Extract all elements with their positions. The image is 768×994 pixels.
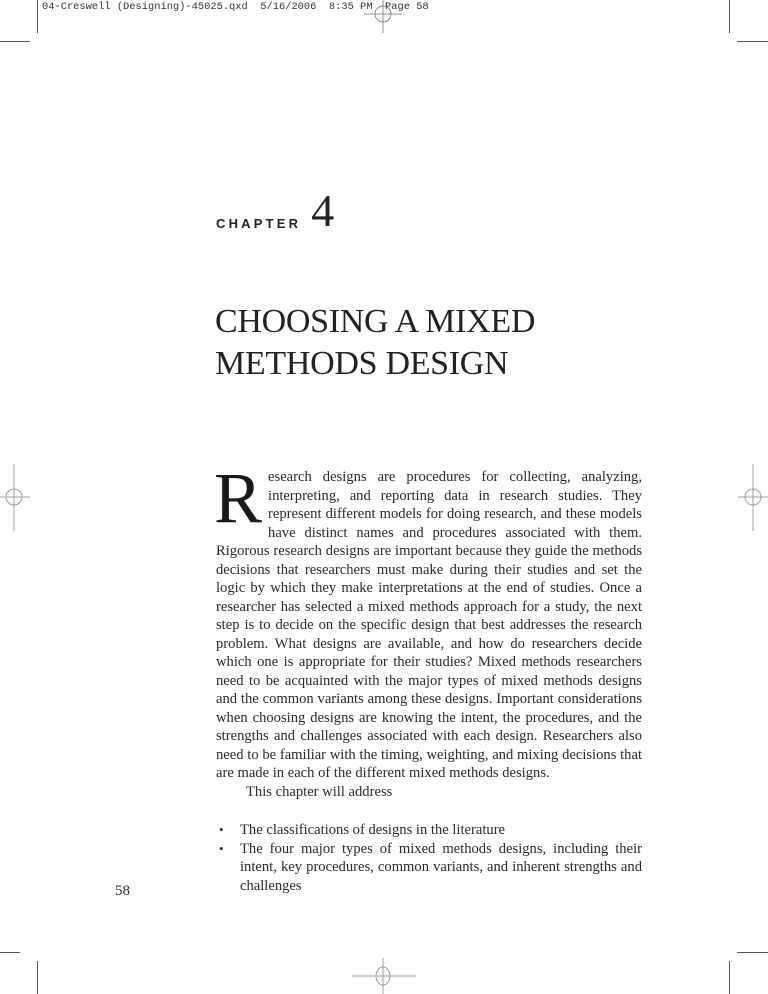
registration-mark-right-icon xyxy=(738,464,768,532)
list-item xyxy=(216,821,642,840)
slug-filename: 04-Creswell (Designing)-45025.qxd xyxy=(42,1,248,13)
crop-mark-bottom-right-horizontal xyxy=(737,952,768,953)
topic-list xyxy=(216,821,642,895)
bullet-icon: • xyxy=(219,822,224,837)
crop-mark-top-right-horizontal xyxy=(737,41,768,42)
crop-mark-bottom-right-vertical xyxy=(729,961,730,994)
registration-mark-top-icon xyxy=(358,0,408,34)
registration-mark-bottom-icon xyxy=(350,958,418,994)
chapter-title-line-2: METHODS DESIGN xyxy=(215,345,509,382)
chapter-title xyxy=(215,301,535,385)
list-item-text: The classifications of designs in the literature xyxy=(240,822,506,838)
bullet-icon: • xyxy=(219,840,224,856)
chapter-label xyxy=(216,185,335,236)
list-item-text: The four major types of mixed methods designs, including their intent, key procedures, common variants, and inherent strengths and challenges xyxy=(240,840,642,894)
crop-mark-top-left-horizontal xyxy=(0,41,30,42)
crop-mark-top-right-vertical xyxy=(729,0,730,33)
slug-page: Page 58 xyxy=(385,1,429,13)
registration-mark-left-icon xyxy=(0,464,30,532)
slug-date: 5/16/2006 xyxy=(260,1,317,13)
chapter-title-line-1: CHOOSING A MIXED xyxy=(215,303,536,340)
crop-mark-top-left-vertical xyxy=(37,0,38,33)
body-text xyxy=(214,458,642,895)
crop-mark-bottom-left-horizontal xyxy=(0,952,20,953)
crop-mark-bottom-left-vertical xyxy=(37,961,38,994)
chapter-word: CHAPTER xyxy=(216,216,302,231)
drop-cap: R xyxy=(214,458,263,538)
page-number: 58 xyxy=(115,883,130,899)
chapter-number: 4 xyxy=(311,185,335,236)
opening-paragraph xyxy=(214,458,642,783)
slug-time: 8:35 PM xyxy=(328,1,373,13)
intro-to-list-paragraph: This chapter will address xyxy=(246,783,393,800)
opening-paragraph-text: esearch designs are procedures for collecting, analyzing, interpreting, and reporting data in research studies. They represent different models for doing research, and these models have distinct names and procedures associated with them. Rigorous research designs are important because they guide the methods decisions that researchers must make during their studies and set the logic by which they make interpretations at the end of studies. Once a researcher has selected a mixed methods approach for a study, the next step is to decide on the specific design that best addresses the research problem. What designs are available, and how do researchers decide which one is appropriate for their studies? Mixed methods researchers need to be acquainted with the major types of mixed methods designs and the common variants among these designs. Important considerations when choosing designs are knowing the intent, the procedures, and the strengths and challenges associated with each design. Researchers also need to be familiar with the timing, weighting, and mixing decisions that are made in each of the different mixed methods designs. xyxy=(216,469,642,781)
list-item xyxy=(216,840,642,896)
